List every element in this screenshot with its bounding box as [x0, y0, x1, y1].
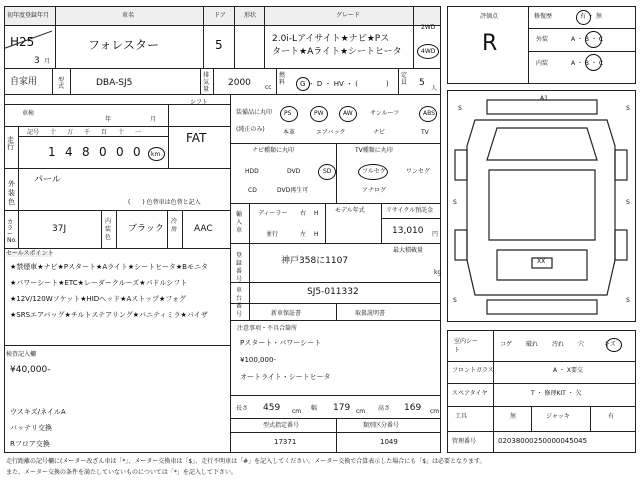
import-right: 右 [300, 210, 307, 217]
equip-item: ABS [423, 110, 435, 117]
sales-point-line: ★12V/120Wソケット★HIDヘッド★Aストップ★フォグ [10, 295, 186, 303]
side-mark-1: S [626, 105, 630, 112]
remarks-title: 注意事項・不具合箇所 [237, 325, 298, 332]
drive-4wd: 4WD [421, 48, 436, 55]
chassis: SJ5-011332 [307, 287, 359, 297]
import-label: 輸入車 [236, 211, 243, 234]
sales-point-line: ★パワーシート★ETC★レーダークルーズ★パドルシフト [10, 279, 188, 287]
first-reg-year: H25 [10, 35, 35, 49]
seat-label: 室内シート [454, 338, 479, 354]
interior-label: 内装 [536, 60, 549, 67]
class-no-label: 類別区分番号 [363, 422, 400, 429]
usage: 自家用 [10, 77, 38, 87]
side-mark-2: S [453, 199, 457, 206]
diagram-xx: XX [537, 258, 546, 265]
model-label: 型式 [58, 77, 65, 90]
car-name: フォレスター [88, 38, 160, 52]
odometer-digit-0: 1 [48, 145, 56, 159]
mgmt-no: 02038000250000045045 [498, 437, 588, 445]
height: 169 [404, 403, 422, 413]
exterior-options: A ・ B ・ C [571, 36, 604, 43]
footer-line1: 走行距離の記号欄に(メーター改ざん車は「*」、メーター交換車は「$」、走行不明車は「#」を記入してください。メーター交換で合算表示した場合にも「$」は必要となります。 [6, 458, 486, 465]
car-name-label: 車名 [122, 12, 135, 19]
recycle-yen: 円 [432, 231, 439, 238]
fuel-options: G ・ D ・ HV ・ ( ) [300, 80, 389, 88]
equip-item: エアバック [316, 129, 346, 136]
side-mark-0: S [458, 105, 462, 112]
exterior-color-label: 外装色 [8, 180, 15, 206]
tools-value: 無 [510, 413, 517, 420]
spare-label: スペアタイヤ [452, 390, 488, 397]
odometer-unit-0: 十 [50, 129, 57, 136]
width-cm: cm [356, 408, 366, 415]
parts-line: バッテリ交換 [10, 424, 52, 432]
chassis-label: 車台番号 [236, 287, 243, 318]
odometer-digit-2: 8 [82, 145, 90, 159]
recycle-amount: 13,010 [392, 226, 424, 236]
equipment-subtitle: (純正のみ) [236, 126, 265, 133]
capacity-label: 定員 [401, 72, 408, 86]
km-unit: km [151, 151, 161, 158]
odometer-digit-1: 4 [65, 145, 73, 159]
interior-options: A ・ B ・ C [571, 60, 604, 67]
odometer-label: 走行 [7, 136, 14, 151]
equip-item: PS [284, 110, 292, 117]
tv-item: フルセグ [362, 168, 386, 175]
door-label: ドア [214, 12, 226, 19]
repair-label: 修復歴 [534, 13, 553, 20]
inspection-month: 月 [150, 116, 157, 123]
odometer-unit-3: 百 [101, 129, 108, 136]
score-value: R [482, 31, 498, 56]
tools-label: 工具 [455, 413, 468, 420]
month-unit: 月 [44, 58, 51, 65]
class-no: 1049 [380, 438, 398, 446]
interior-color-label: 内装色 [105, 218, 112, 241]
mgmt-label: 管理番号 [452, 438, 477, 445]
seat-item: コゲ [500, 341, 513, 348]
remarks-line: オートライト・シートヒータ [240, 373, 331, 381]
doors: 5 [215, 38, 223, 52]
height-cm: cm [430, 408, 440, 415]
import-left: 左 [300, 231, 307, 238]
grade-label: グレード [336, 12, 361, 19]
remarks-line: Pスタート・パワーシート [240, 339, 322, 347]
nav-item: DVD再生可 [277, 187, 309, 194]
odometer-unit-4: 十 [118, 129, 125, 136]
odometer-digit-3: 0 [99, 145, 107, 159]
grade-line1: 2.0i-Lアイサイト★ナビ★Pス [272, 34, 390, 44]
sales-point-line: ★SRSエアバッグ★チルトステアリング★バニティミラ★バイザ [10, 311, 208, 319]
nav-item: CD [248, 187, 257, 194]
side-mark-4: S [453, 297, 457, 304]
import-parallel: 並行 [266, 231, 279, 238]
exterior-label: 外装 [536, 36, 549, 43]
aircon-label: 冷房 [171, 218, 178, 233]
import-handle-1: H [314, 210, 319, 217]
inspection-label: 車検 [22, 110, 35, 117]
drive-2wd: 2WD [421, 24, 436, 31]
load-kg: kg [434, 269, 442, 276]
diagram-a1: A1 [540, 95, 548, 102]
equip-item: PW [314, 110, 324, 117]
seat-item: 穴 [578, 341, 585, 348]
height-label: 高さ [378, 405, 391, 412]
load-label: 最大積載量 [393, 247, 424, 254]
length-label: 長さ [236, 405, 249, 412]
capacity: 5 [419, 78, 425, 88]
color-no-label: カラーNo. [7, 219, 17, 244]
length-cm: cm [292, 408, 302, 415]
shift-label: シフト [190, 99, 209, 106]
nav-item: HDD [245, 168, 259, 175]
odometer-unit-2: 千 [84, 129, 91, 136]
first-reg-month: 3 [34, 56, 40, 66]
displacement-label: 排気量 [203, 72, 210, 93]
model-year-label: モデル年式 [335, 207, 365, 214]
sales-point-line: ★禁煙車★ナビ★Pスタート★Aライト★シートヒータ★Bモニタ [10, 263, 208, 271]
equip-item: TV [421, 129, 429, 136]
jack-label: ジャッキ [546, 413, 570, 420]
seat-item: 汚れ [552, 341, 565, 348]
equip-item: 本革 [283, 129, 296, 136]
seat-item: 破れ [526, 341, 539, 348]
remarks-line: ¥100,000- [240, 356, 276, 364]
type-no-label: 型式指定番号 [263, 422, 300, 429]
odometer-unit-5: 一 [135, 129, 142, 136]
glass-options: A ・ X要交 [553, 367, 584, 374]
import-dealer: ディーラー [258, 210, 288, 217]
side-mark-3: S [626, 199, 630, 206]
digit-label: 記号 [27, 129, 40, 136]
width: 179 [333, 403, 351, 413]
width-label: 幅 [311, 405, 318, 412]
color-no: 37J [52, 224, 67, 234]
odometer-digit-5: 0 [133, 145, 141, 159]
nav-item: SD [323, 168, 332, 175]
exterior-color-value: パール [34, 175, 61, 185]
registration-label: 登録番号 [236, 252, 243, 283]
parts-line: ウスキズ/ネイルA [10, 408, 66, 416]
score-label: 評価点 [480, 13, 499, 20]
aircon: AAC [194, 224, 213, 234]
shift-value: FAT [186, 131, 207, 145]
spare-options: T ・ 修理KIT ・ 欠 [531, 390, 582, 397]
seat-kizu-circle [606, 338, 622, 352]
tv-item: アナログ [362, 187, 387, 194]
car-outline [447, 90, 636, 322]
nav-item: DVD [287, 168, 301, 175]
side-mark-5: S [626, 297, 630, 304]
equipment-title: 装備品に丸印 [236, 109, 273, 116]
cc-unit: cc [265, 84, 272, 91]
fuel-label: 燃料 [279, 72, 286, 86]
plate: 神戸358に1107 [281, 256, 349, 266]
tv-item: ワンセグ [406, 168, 431, 175]
warranty: 新車保証書 [271, 310, 302, 317]
footer-line2: また、メーター交換の条件を満たしていないものについては「*」を記入して下さい。 [6, 469, 237, 476]
exterior-color-note: ( ) 色替車は色替と記入 [128, 199, 201, 206]
seat-item: キズ [604, 341, 616, 348]
interior-color: ブラック [128, 224, 164, 234]
equip-item: ナビ [373, 129, 386, 136]
first-reg-label: 初年度登録年月 [7, 12, 50, 19]
displacement: 2000 [228, 78, 251, 88]
grade-line2: タート★Aライト★シートヒータ [272, 47, 402, 57]
glass-label: フロントガラス [452, 367, 494, 374]
odometer-unit-1: 万 [67, 129, 74, 136]
body-label: 形状 [244, 12, 257, 19]
manual: 取扱説明書 [355, 310, 386, 317]
inspector-text: ¥40,000- [10, 365, 51, 375]
equip-item: サンルーフ [370, 110, 400, 117]
odometer-digit-4: 0 [116, 145, 124, 159]
type-no: 17371 [274, 438, 297, 446]
tv-title: TV種類に丸印 [355, 147, 393, 154]
inspection-year: 年 [105, 116, 112, 123]
model: DBA-SJ5 [96, 78, 133, 88]
import-handle-2: H [314, 231, 319, 238]
parts-line: Rフロア交換 [10, 440, 50, 448]
recycle-label: リサイクル預託金 [386, 207, 434, 214]
nav-title: ナビ種類に丸印 [252, 147, 295, 154]
inspector-title: 検査記入欄 [6, 351, 37, 358]
repair-options: 有 ・ 無 [580, 13, 602, 20]
equip-item: AW [343, 110, 353, 117]
person-unit: 人 [431, 85, 438, 92]
sales-points-title: セールスポイント [6, 250, 54, 257]
length: 459 [263, 403, 281, 413]
jack-value: 有 [608, 413, 615, 420]
